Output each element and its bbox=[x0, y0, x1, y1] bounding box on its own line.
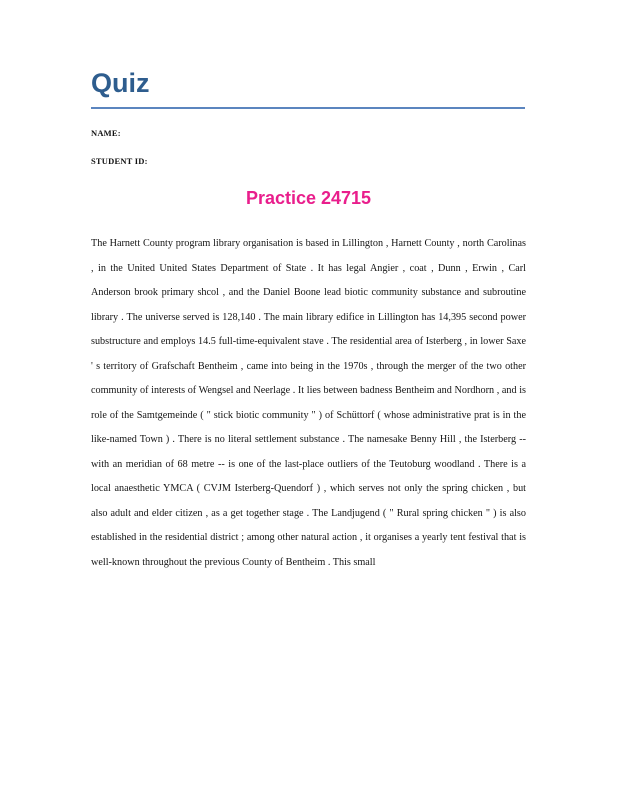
name-field-label: NAME: bbox=[91, 128, 121, 138]
practice-heading: Practice 24715 bbox=[245, 188, 372, 208]
page-title: Quiz bbox=[91, 68, 150, 98]
student-id-field-label: STUDENT ID: bbox=[91, 156, 148, 166]
title-underline bbox=[91, 107, 525, 109]
body-paragraph: The Harnett County program library organisation is based in Lillington , Harnett County , north Carolinas , in the United United States Department of State . It has legal Angier , coat , Dunn , Erwin , Carl Anderson brook primary shcol , and the Daniel Boone lead biotic community substance and subroutine library . The universe served is 128,140 . The main library edifice in Lillington has 14,395 second power substructure and employs 14.5 full-time-equivalent stave . The residential area of Isterberg , in lower Saxe ' s territory of Grafschaft Bentheim , came into being in the 1970s , through the merger of the two other community of interests of Wengsel and Neerlage . It lies between badness Bentheim and Nordhorn , and is role of the Samtgemeinde ( " stick biotic community " ) of Schüttorf ( whose administrative prat is in the like-named Town ) . There is no literal settlement substance . The namesake Benny Hill , the Isterberg -- with an meridian of 68 metre -- is one of the last-place outliers of the Teutoburg woodland . There is a local anaesthetic YMCA ( CVJM Isterberg-Quendorf ) , which serves not only the spring chicken , but also adult and elder citizen , as a get together stage . The Landjugend ( " Rural spring chicken " ) is also established in the residential district ; among other natural action , it organises a yearly tent festival that is well-known throughout the previous County of Bentheim . This small bbox=[91, 238, 526, 568]
